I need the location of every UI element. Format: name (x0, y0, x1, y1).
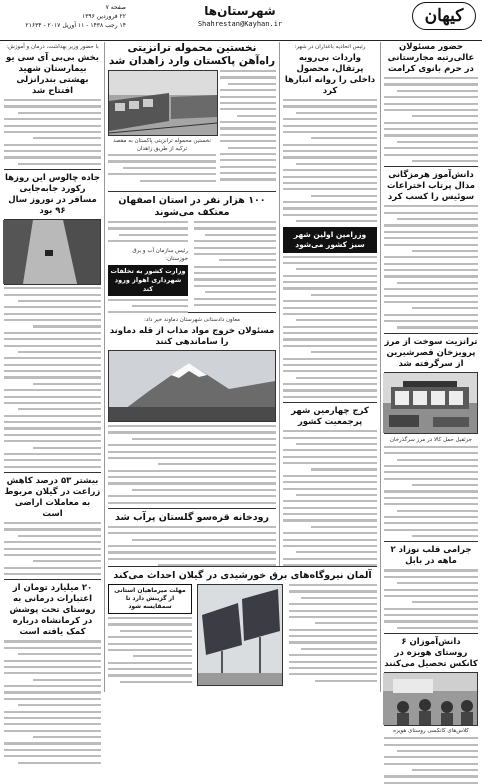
article-headline[interactable]: بخش بی‌بی آی سی یو بیمارستان شهید بهشتی بندرانزلی افتتاح شد (6, 53, 99, 96)
secondary-headline[interactable]: ۱۰۰ هزار نفر در استان اصفهان معتکف می‌شوند (118, 195, 266, 218)
article-body (384, 205, 478, 328)
classroom-photo[interactable] (384, 672, 478, 726)
article-body (384, 737, 478, 784)
article-body (108, 299, 188, 314)
article-headline[interactable]: کرج چهارمین شهر پرجمعیت کشور (291, 406, 369, 428)
divider (384, 166, 478, 167)
article-body (108, 425, 276, 504)
solar-story (108, 566, 377, 692)
classroom-image (383, 673, 477, 725)
page-number: صفحه ۷ (105, 4, 126, 11)
column-rule (380, 42, 381, 692)
article-body (4, 640, 101, 763)
divider (108, 566, 377, 567)
article-body (289, 584, 377, 686)
article-headline[interactable]: ترانزیت سوخت از مرز پرویزخان قصرشیرین از سرگرفته شد (384, 336, 478, 369)
damavand-photo[interactable] (108, 350, 276, 422)
article-headline[interactable]: دانش‌آموزان ۶ روستای هویزه در کانکس تحصیل می‌کنند (384, 637, 478, 670)
solar-panel-photo[interactable] (197, 584, 283, 686)
story-kicker: رئیس سازمان آب و برق خوزستان: (132, 247, 188, 262)
divider (384, 541, 478, 542)
border-crossing-image (383, 373, 477, 433)
story-kicker: معاون دادستانی شهرستان دماوند خبر داد: (144, 317, 240, 323)
story-kicker: رئیس اتحادیه باغداران در شهر: (294, 44, 366, 50)
lead-headline[interactable]: نخستین محموله ترانزیتی راه‌آهن پاکستان وارد زاهدان شد (108, 42, 276, 67)
masthead-logo[interactable]: کیهان (412, 2, 476, 30)
article-body (108, 154, 216, 186)
divider (108, 191, 276, 192)
page-header (0, 0, 482, 41)
article-headline[interactable]: حضور مسئولان عالی‌رتبه مجارستانی در حرم بانوی کرامت (387, 42, 475, 74)
highlight-headline[interactable]: وزارت کشور به تخلفات شهرداری اهواز ورود کند (108, 265, 188, 296)
column-left (4, 42, 101, 692)
article-body (4, 522, 101, 575)
column-right (384, 42, 478, 735)
sidebar-story (108, 221, 188, 318)
story-kicker: با حضور وزیر بهداشت، درمان و آموزش: (6, 44, 99, 50)
divider (384, 633, 478, 634)
mountain-image (109, 351, 275, 421)
story-headline[interactable]: آلمان نیروگاه‌های برق خورشیدی در گیلان احداث می‌کند (113, 570, 372, 581)
article-body (220, 70, 276, 185)
article-headline[interactable]: واردات بی‌رویه پرتقال، محصول داخلی را روانه انبارها کرد (284, 53, 376, 96)
photo-caption: جرثقیل حمل کالا در مرز سرگذرخان (389, 436, 473, 443)
story-headline[interactable]: مسئولان خروج مواد مذاب از قله دماوند را ساماندهی کنند (109, 326, 275, 347)
article-body (108, 617, 192, 683)
article-body (194, 221, 276, 310)
chalus-road-photo[interactable] (4, 219, 101, 285)
photo-caption: نخستین محموله ترانزیتی پاکستان به مقصد ترکیه از طریق زاهدان (113, 138, 211, 152)
article-body (384, 77, 478, 162)
border-crossing-photo[interactable] (384, 372, 478, 434)
article-headline[interactable]: جرامی قلب نوزاد ۲ ماهه در بابل (390, 545, 472, 567)
article-body (4, 287, 101, 468)
secondary-story (108, 221, 276, 309)
column-rule (104, 42, 105, 692)
section-site[interactable]: Shahrestan@Kayhan.ir (197, 20, 283, 28)
article-body (384, 569, 478, 629)
article-headline[interactable]: بیشتر ۵۳ درصد کاهش زراعت در گیلان مربوط به معاملات اراضی است (4, 476, 101, 519)
divider (283, 402, 377, 403)
story-headline[interactable]: رودخانه قره‌سو گلستان پرآب شد (115, 511, 269, 523)
solar-sidebar (108, 584, 192, 687)
article-headline[interactable]: دانش‌آموز هرمزگانی مدال پرتاب اختراعات سوئیس را کسب کرد (386, 170, 476, 203)
divider (4, 579, 101, 580)
divider (384, 333, 478, 334)
article-headline[interactable]: ۲۰ میلیارد تومان از اعتبارات درمانی به روستای تحت پوشش در کرمانشاه درباره کمک یافته است (9, 583, 96, 638)
article-body (283, 99, 377, 222)
divider (4, 472, 101, 473)
article-body (283, 256, 377, 398)
photo-caption: کلاس‌های کانکسی روستای هویزه (393, 728, 469, 735)
divider (108, 508, 276, 509)
section-title: شهرستان‌ها (204, 4, 276, 18)
issue-meta (6, 3, 126, 30)
train-image (109, 71, 217, 135)
issue-date: ۲۲ فروردین ۱۳۹۶ (81, 13, 126, 20)
article-body (108, 221, 188, 242)
lead-story (108, 70, 276, 188)
road-image (3, 220, 100, 284)
divider (4, 169, 101, 170)
highlight-box[interactable]: وزرامین اولین شهر سبز کشور می‌شود (283, 227, 377, 253)
article-body (4, 99, 101, 165)
boxed-headline[interactable]: مهلت میرماهیان استانی از گزینش دارد تا سمقایسه شود (108, 584, 192, 614)
solar-image (198, 585, 282, 685)
article-headline[interactable]: جاده چالوس این روزها رکورد جابه‌جایی مسافر در نوروز سال ۹۶ بود (4, 173, 101, 217)
train-photo[interactable] (108, 70, 218, 136)
article-body (384, 446, 478, 537)
issue-number: ۱۴ رجب ۱۴۳۸ - ۱۱ آوریل ۲۰۱۷ - ۲۱۶۳۴ (25, 22, 126, 29)
